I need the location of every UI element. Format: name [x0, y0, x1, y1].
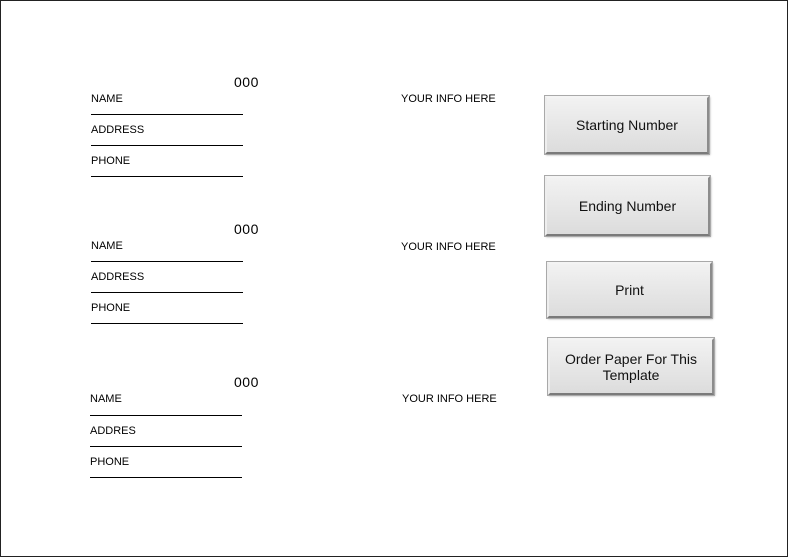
name-label: NAME — [90, 393, 122, 405]
print-button[interactable]: Print — [547, 262, 712, 318]
info-text: YOUR INFO HERE — [402, 393, 497, 405]
ticket-number: 000 — [234, 74, 259, 90]
address-label: ADDRESS — [91, 271, 145, 283]
address-label: ADDRES — [90, 425, 136, 437]
info-text: YOUR INFO HERE — [401, 241, 496, 253]
phone-label: PHONE — [91, 302, 131, 314]
order-paper-button[interactable]: Order Paper For This Template — [548, 338, 714, 395]
ending-number-button[interactable]: Ending Number — [545, 176, 710, 236]
address-line — [91, 292, 243, 293]
phone-line — [91, 176, 243, 177]
address-line — [91, 145, 243, 146]
phone-line — [90, 477, 242, 478]
name-label: NAME — [91, 240, 123, 252]
address-line — [90, 446, 242, 447]
ticket-number: 000 — [234, 221, 259, 237]
name-line — [90, 415, 242, 416]
phone-label: PHONE — [90, 456, 130, 468]
info-text: YOUR INFO HERE — [401, 93, 496, 105]
ticket-number: 000 — [234, 374, 259, 390]
starting-number-button[interactable]: Starting Number — [545, 96, 709, 154]
name-line — [91, 261, 243, 262]
name-label: NAME — [91, 93, 123, 105]
address-label: ADDRESS — [91, 124, 145, 136]
phone-line — [91, 323, 243, 324]
phone-label: PHONE — [91, 155, 131, 167]
